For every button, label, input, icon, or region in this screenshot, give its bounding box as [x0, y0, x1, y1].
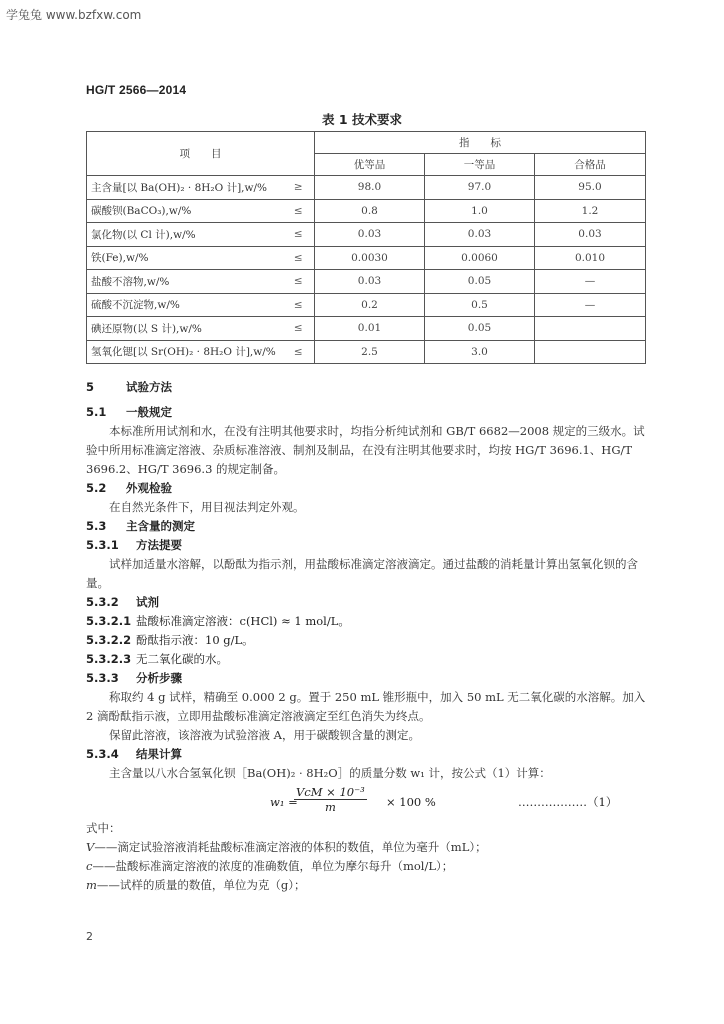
row-value: 0.03 [425, 223, 535, 247]
section-heading [86, 536, 648, 555]
watermark: 学兔兔 www.bzfxw.com [6, 8, 142, 22]
section-title: 试剂 [136, 595, 159, 609]
row-symbol: ≤ [283, 293, 315, 317]
definition-text: ——试样的质量的数值，单位为克（g）； [96, 878, 306, 892]
variable-definitions [86, 819, 648, 895]
reagent-text: 酚酞指示液：10 g/L。 [136, 633, 254, 647]
section-title: 结果计算 [136, 747, 182, 761]
row-symbol: ≤ [283, 199, 315, 223]
section-heading [86, 669, 648, 688]
paragraph: 本标准所用试剂和水，在没有注明其他要求时，均指分析纯试剂和 GB/T 6682—2008 规定的三级水。试验中所用标准滴定溶液、杂质标准溶液、制剂及制品，在没有注明其他要求时，均按 HG/T 3696.1、HG/T 3696.2、HG/T 3696.3 的规定制备。 [86, 424, 645, 476]
section-number: 5.3.4 [86, 747, 119, 761]
reagent-item [86, 650, 648, 669]
row-item: 氢氧化锶[以 Sr(OH)₂ · 8H₂O 计],w/% [87, 340, 283, 364]
definition-var: c [86, 859, 93, 873]
section-title: 外观检验 [126, 481, 172, 495]
row-value [535, 317, 646, 341]
row-value: — [535, 270, 646, 294]
definition-item [86, 876, 648, 895]
row-value: 0.03 [315, 223, 425, 247]
header-item: 项 目 [87, 132, 315, 176]
row-symbol: ≥ [283, 176, 315, 200]
row-value: 0.03 [535, 223, 646, 247]
row-value: 0.0060 [425, 246, 535, 270]
row-value: 0.05 [425, 270, 535, 294]
page-number: 2 [86, 930, 93, 943]
table-row [87, 246, 646, 270]
row-value: 0.0030 [315, 246, 425, 270]
row-item: 碘还原物(以 S 计),w/% [87, 317, 283, 341]
paragraph: 试样加适量水溶解，以酚酞为指示剂，用盐酸标准滴定溶液滴定。通过盐酸的消耗量计算出氢氧化钡的含量。 [86, 557, 638, 590]
formula-rhs: × 100 % [386, 795, 436, 809]
section-heading [86, 479, 648, 498]
formula-lhs: w₁ = [270, 795, 298, 809]
row-symbol: ≤ [283, 317, 315, 341]
technical-requirements-table [86, 131, 646, 364]
section-number: 5.3.2 [86, 595, 119, 609]
row-value: 0.01 [315, 317, 425, 341]
paragraph: 保留此溶液，该溶液为试验溶液 A，用于碳酸钡含量的测定。 [109, 728, 420, 742]
section-title: 分析步骤 [136, 671, 182, 685]
row-value: 98.0 [315, 176, 425, 200]
section-heading [86, 378, 648, 397]
header-grade: 优等品 [315, 154, 425, 176]
table-row [87, 293, 646, 317]
formula-fraction [294, 785, 367, 814]
header-indicator: 指 标 [315, 132, 646, 154]
row-symbol: ≤ [283, 223, 315, 247]
section-number: 5 [86, 380, 95, 394]
reagent-text: 盐酸标准滴定溶液：c(HCl) ≈ 1 mol/L。 [136, 614, 350, 628]
row-value: 0.5 [425, 293, 535, 317]
formula-denominator: m [324, 800, 336, 814]
section-title: 主含量的测定 [126, 519, 195, 533]
section-number: 5.3.2.1 [86, 614, 132, 628]
table-row [87, 270, 646, 294]
paragraph: 在自然光条件下，用目视法判定外观。 [109, 500, 305, 514]
document-body [86, 378, 648, 895]
row-value: 1.0 [425, 199, 535, 223]
section-heading [86, 593, 648, 612]
section-title: 方法提要 [136, 538, 182, 552]
row-item: 碳酸钡(BaCO₃),w/% [87, 199, 283, 223]
section-number: 5.3.1 [86, 538, 119, 552]
row-value: 95.0 [535, 176, 646, 200]
table-caption: 表 1 技术要求 [322, 112, 402, 127]
formula-numerator: VcM × 10⁻³ [296, 785, 365, 799]
section-number: 5.3.3 [86, 671, 119, 685]
table-row [87, 176, 646, 200]
section-title: 试验方法 [126, 380, 172, 394]
row-symbol: ≤ [283, 270, 315, 294]
row-value: 0.8 [315, 199, 425, 223]
formula-1 [86, 785, 648, 815]
section-heading [86, 403, 648, 422]
row-symbol: ≤ [283, 340, 315, 364]
definition-item [86, 857, 648, 876]
row-value [535, 340, 646, 364]
row-item: 铁(Fe),w/% [87, 246, 283, 270]
table-row [87, 317, 646, 341]
definition-var: m [86, 878, 97, 892]
paragraph: 主含量以八水合氢氧化钡［Ba(OH)₂ · 8H₂O］的质量分数 w₁ 计，按公式（1）计算： [109, 766, 551, 780]
row-value: 97.0 [425, 176, 535, 200]
table-row [87, 340, 646, 364]
section-heading [86, 745, 648, 764]
standard-code: HG/T 2566—2014 [86, 83, 187, 97]
section-number: 5.3.2.3 [86, 652, 132, 666]
definition-text: ——滴定试验溶液消耗盐酸标准滴定溶液的体积的数值，单位为毫升（mL）； [94, 840, 487, 854]
section-number: 5.3 [86, 519, 107, 533]
row-value: 1.2 [535, 199, 646, 223]
definition-item [86, 838, 648, 857]
section-heading [86, 517, 648, 536]
row-value: 3.0 [425, 340, 535, 364]
reagent-item [86, 631, 648, 650]
table-row [87, 199, 646, 223]
where-label: 式中： [86, 821, 121, 835]
section-number: 5.1 [86, 405, 107, 419]
row-item: 盐酸不溶物,w/% [87, 270, 283, 294]
row-value: 0.2 [315, 293, 425, 317]
header-grade: 一等品 [425, 154, 535, 176]
row-value: 2.5 [315, 340, 425, 364]
header-grade: 合格品 [535, 154, 646, 176]
reagent-item [86, 612, 648, 631]
row-value: 0.03 [315, 270, 425, 294]
reagent-text: 无二氧化碳的水。 [136, 652, 228, 666]
row-value: 0.010 [535, 246, 646, 270]
row-symbol: ≤ [283, 246, 315, 270]
row-value: — [535, 293, 646, 317]
formula-number: ………………（1） [518, 795, 618, 809]
row-item: 主含量[以 Ba(OH)₂ · 8H₂O 计],w/% [87, 176, 283, 200]
paragraph: 称取约 4 g 试样，精确至 0.000 2 g。置于 250 mL 锥形瓶中，加入 50 mL 无二氧化碳的水溶解。加入 2 滴酚酞指示液，立即用盐酸标准滴定溶液滴定至红色消失为终点。 [86, 690, 646, 723]
definition-text: ——盐酸标准滴定溶液的浓度的准确数值，单位为摩尔每升（mol/L）； [92, 859, 454, 873]
row-value: 0.05 [425, 317, 535, 341]
table-row [87, 223, 646, 247]
section-title: 一般规定 [126, 405, 172, 419]
row-item: 氯化物(以 Cl 计),w/% [87, 223, 283, 247]
row-item: 硫酸不沉淀物,w/% [87, 293, 283, 317]
definition-var: V [86, 840, 95, 854]
section-number: 5.3.2.2 [86, 633, 132, 647]
section-number: 5.2 [86, 481, 107, 495]
